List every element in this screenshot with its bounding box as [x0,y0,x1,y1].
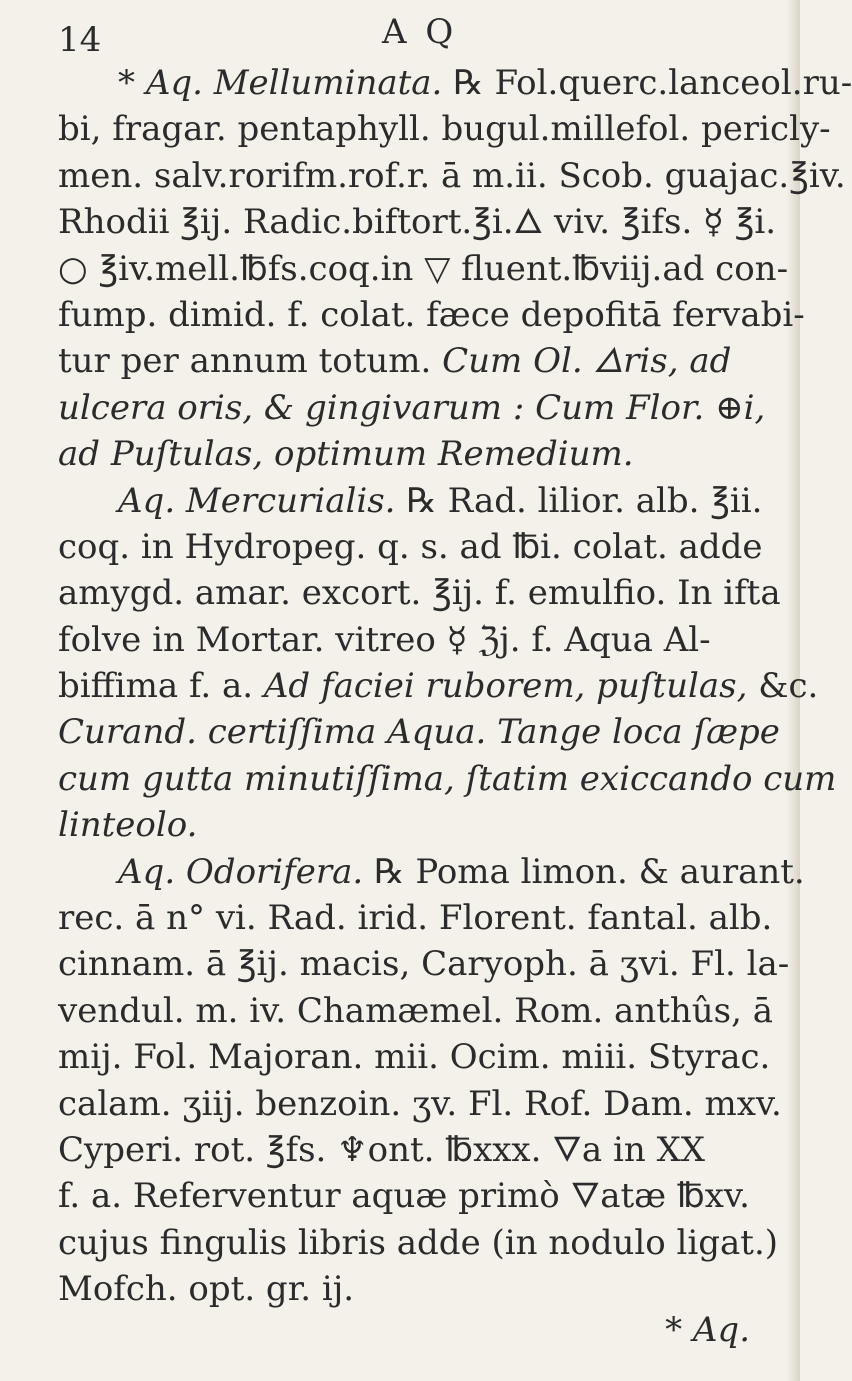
text-segment: men. salv.rorifm.rof.r. ā m.ii. Scob. guajac.℥iv. [58,155,846,196]
text-segment: Ad faciei ruborem, puſtulas, [263,666,748,707]
text-block [58,60,852,1313]
text-segment: ulcera oris, & gingivarum : Cum Flor. ⊕i, [58,387,766,428]
page-number: 14 [58,20,102,60]
text-segment: &c. [747,666,819,707]
text-line [58,895,773,941]
text-line [58,60,852,106]
text-segment: Cum Ol. 🜂ris, ad [442,341,732,382]
text-line [58,1034,770,1080]
text-segment: mij. Fol. Majoran. mii. Ocim. miii. Styrac. [58,1037,771,1078]
text-segment: Cyperi. rot. ℥fs. ♆ont. ℔xxx. 🜄a in XX [58,1129,705,1170]
text-line [58,802,770,848]
text-segment: ○ ℥iv.mell.℔fs.coq.in ▽ fluent.℔viij.ad con- [58,248,789,289]
text-segment: amygd. amar. excort. ℥ij. f. emulfio. In ifta [58,573,781,614]
text-segment: calam. ʒiij. benzoin. ʒv. Fl. Rof. Dam. mxv. [58,1083,782,1124]
text-line [58,988,774,1034]
catchword: * Aq. [665,1310,750,1350]
text-segment: coq. in Hydropeg. q. s. ad ℔i. colat. adde [58,526,763,567]
text-segment: folve in Mortar. vitreo ☿ ℨj. f. Aqua Al- [58,619,711,660]
text-line [58,570,781,616]
text-line [58,1081,782,1127]
text-segment: cujus fingulis libris adde (in nodulo ligat.) [58,1222,779,1263]
text-line [58,246,789,292]
text-segment: f. a. Referventur aquæ primò 🜄atæ ℔xv. [58,1176,750,1217]
text-segment: cinnam. ā ℥ij. macis, Caryoph. ā ʒvi. Fl. la- [58,944,790,985]
text-segment: ℞ Rad. lilior. alb. ℥ii. [395,480,763,521]
signature-mark: A Q [382,12,458,52]
text-line [58,338,770,384]
text-line [58,106,831,152]
text-segment: ℞ Poma limon. & aurant. [363,851,805,892]
text-segment: ℞ Fol.querc.lanceol.ru- [442,63,852,103]
text-segment: rec. ā n° vi. Rad. irid. Florent. fantal. alb. [58,898,773,939]
text-segment: Aq. Melluminata. [145,63,443,103]
text-line [58,849,805,895]
text-line [58,478,770,524]
text-line [58,431,770,477]
text-line [58,1220,779,1266]
text-segment: Aq. Mercurialis. [118,480,396,521]
text-line [58,292,805,338]
text-line [58,199,777,245]
text-line [58,941,790,987]
text-line [58,153,846,199]
text-segment: cum gutta minutiſſima, ſtatim exiccando cum [58,758,837,799]
text-segment: Curand. certiſſima Aqua. Tange loca ſæpe [58,712,780,753]
text-line [58,663,819,709]
text-line [58,1266,770,1312]
text-line [58,524,770,570]
text-segment: ad Puſtulas, optimum Remedium. [58,434,634,475]
text-line [58,385,770,431]
text-line [58,709,780,755]
text-segment: Aq. Odorifera. [118,851,364,892]
text-segment: bi, fragar. pentaphyll. bugul.millefol. pericly- [58,109,831,150]
text-segment: fump. dimid. f. colat. fæce depofitā fervabi- [58,294,805,335]
text-line [58,756,837,802]
text-segment: Rhodii ℥ij. Radic.biftort.℥i.🜂 viv. ℥ifs. ☿ ℥i. [58,202,777,243]
text-line [58,617,770,663]
text-segment: biffima f. a. [58,666,264,707]
text-segment: vendul. m. iv. Chamæmel. Rom. anthûs, ā [58,990,774,1031]
text-segment: * [118,63,146,103]
text-segment: tur per annum totum. [58,341,443,382]
text-segment: Mofch. opt. gr. ij. [58,1269,355,1310]
text-line [58,1173,770,1219]
text-segment: linteolo. [58,805,198,846]
text-line [58,1127,770,1173]
